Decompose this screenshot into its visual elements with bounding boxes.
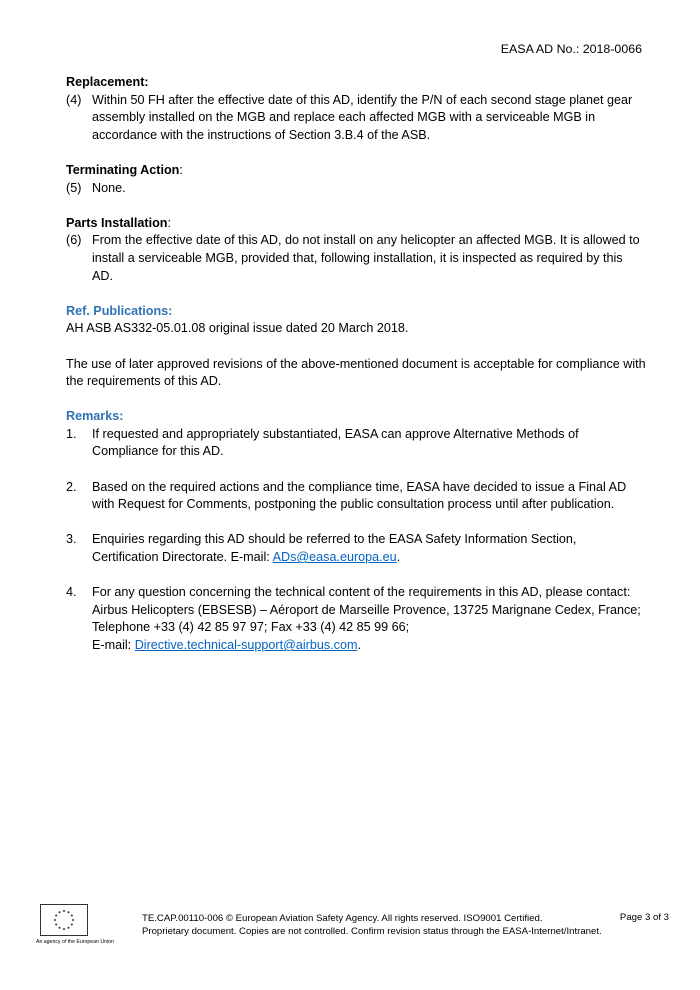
replacement-heading: Replacement: [66,75,149,89]
item-number: (5) [66,180,82,195]
remark-number: 1. [66,426,77,441]
footer-copyright: TE.CAP.00110-006 © European Aviation Safety Agency. All rights reserved. ISO9001 Certified. [142,913,543,924]
list-item [66,232,646,285]
eu-flag-logo [40,904,88,936]
remark-number: 3. [66,532,77,547]
item-number: (4) [66,92,82,107]
remark-text: If requested and appropriately substantiated, EASA can approve Alternative Methods of Compliance for this AD. [92,426,579,459]
remark-text: Based on the required actions and the compliance time, EASA have decided to issue a Final AD with Request for Comments, postponing the public consultation process until after publication. [92,479,627,512]
replacement-section [66,74,646,144]
remark-text: For any question concerning the technical content of the requirements in this AD, please contact: Airbus Helicopters (EBSESB) – Aéroport de Marseille Provence, 13725 Marignane Cedex, France; Telephone +33 (4) 42 85 97 97; Fax +33 (4) 42 85 99 66; [92,585,641,635]
remark-end: . [357,638,361,652]
ref-publication-line: AH ASB AS332-05.01.08 original issue dated 20 March 2018. [66,321,409,336]
email-label: E-mail: [92,638,135,652]
document-body [66,74,646,655]
remarks-section [66,408,646,654]
page-number: Page 3 of 3 [619,912,669,923]
item-text: None. [92,180,126,195]
footer-proprietary: Proprietary document. Copies are not controlled. Confirm revision status through the EASA-Internet/Intranet. [142,926,602,938]
ref-publications-section [66,303,646,391]
airbus-email-link[interactable]: Directive.technical-support@airbus.com [134,638,358,652]
remark-end: . [396,550,401,565]
terminating-heading: Terminating Action [66,162,180,177]
item-text: From the effective date of this AD, do not install on any helicopter an affected MGB. It is allowed to install a serviceable MGB, provided that, following installation, it is inspected as required by this AD. [92,233,640,283]
remark-text: Enquiries regarding this AD should be referred to the EASA Safety Information Section, Certification Directorate. E-mail: [92,532,577,565]
heading-colon: : [179,162,183,177]
remark-text-block [92,584,646,654]
agency-caption: An agency of the European Union [36,939,114,945]
item-text: Within 50 FH after the effective date of this AD, identify the P/N of each second stage planet gear assembly installed on the MGB and replace each affected MGB with a serviceable MGB in accordance with the instructions of Section 3.B.4 of the ASB. [92,92,633,142]
list-item [66,180,646,198]
remark-number: 2. [66,479,77,494]
item-number: (6) [66,233,82,248]
remark-text-block [92,531,646,566]
remark-item [66,531,646,566]
list-item [66,92,646,145]
easa-email-link[interactable]: ADs@easa.europa.eu [272,550,397,565]
parts-installation-section [66,215,646,285]
parts-heading: Parts Installation [66,215,168,230]
terminating-section [66,162,646,197]
remark-item [66,584,646,654]
remark-item [66,426,646,461]
heading-colon: : [167,215,171,230]
footer-notice [142,912,602,939]
ad-reference: EASA AD No.: 2018-0066 [500,42,642,56]
remark-item [66,479,646,514]
ref-publications-heading: Ref. Publications: [66,303,173,318]
remarks-heading: Remarks: [66,409,124,424]
remark-number: 4. [66,585,77,600]
ref-publication-note: The use of later approved revisions of the above-mentioned document is acceptable for compliance with the requirements of this AD. [66,356,646,389]
